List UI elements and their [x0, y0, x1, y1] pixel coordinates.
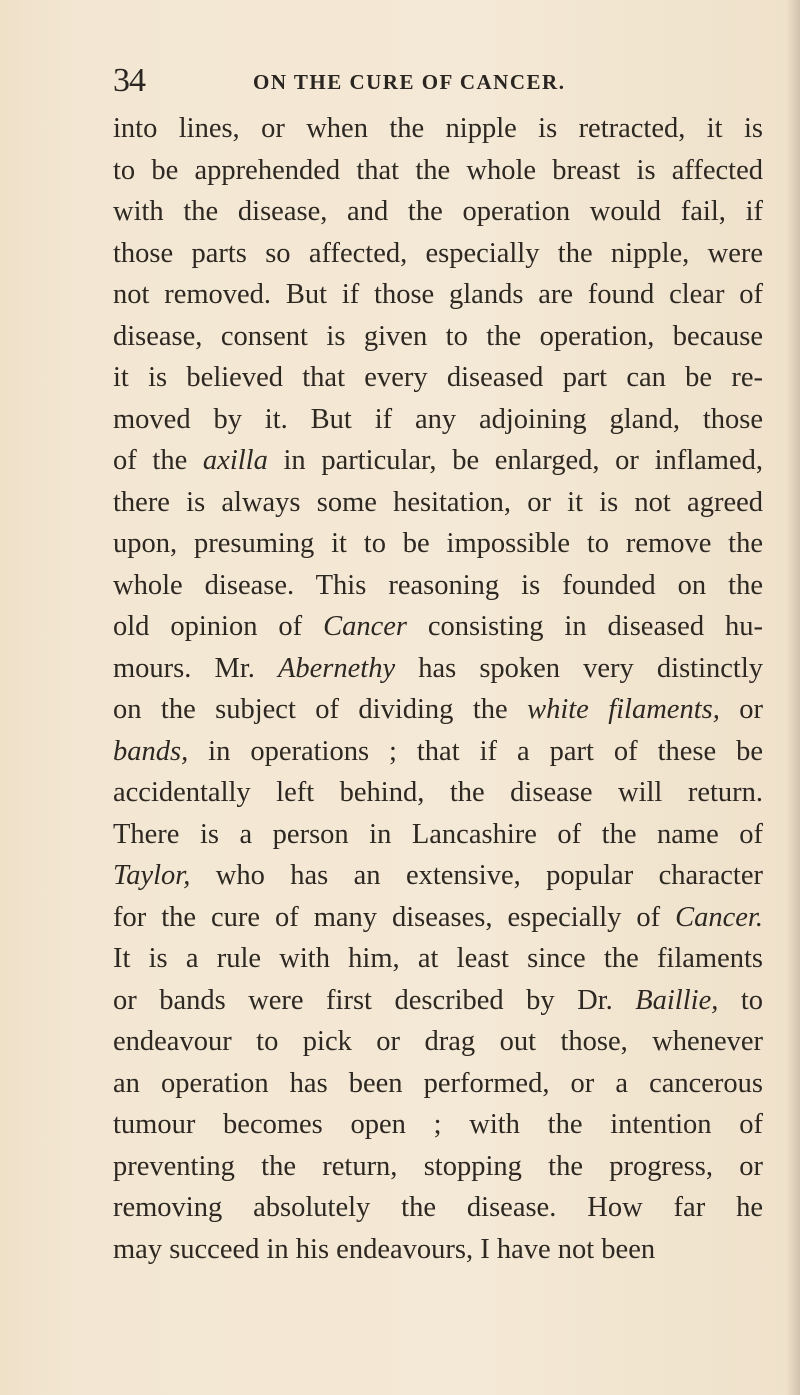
text-segment: moved by it. But if any adjoining gland, those [113, 403, 763, 435]
text-line [113, 523, 763, 565]
text-segment: may succeed in his endeavours, I have not been [113, 1233, 656, 1265]
text-line [113, 648, 763, 690]
text-segment: whole disease. This reasoning is founded on the [113, 569, 763, 601]
text-line [113, 606, 763, 648]
text-segment: to [718, 984, 763, 1016]
italic-text: bands, [113, 735, 189, 767]
text-line [113, 150, 763, 192]
italic-text: white filaments, [527, 694, 720, 725]
text-line [113, 316, 763, 358]
text-line [113, 938, 763, 980]
text-line [113, 565, 763, 607]
italic-text: Baillie, [635, 984, 719, 1016]
body-text [113, 108, 763, 1270]
italic-text: Cancer [323, 611, 407, 642]
running-head: ON THE CURE OF CANCER. [253, 70, 566, 94]
text-line [113, 814, 763, 856]
italic-text: axilla [202, 445, 268, 476]
text-segment: in particular, be enlarged, or inflamed, [267, 445, 763, 476]
text-line [113, 1104, 763, 1146]
text-line [113, 1146, 763, 1188]
text-line [113, 1187, 763, 1229]
text-segment: those parts so affected, especially the nipple, were [113, 237, 763, 269]
page-number: 34 [113, 62, 145, 99]
text-segment: It is a rule with him, at least since the filaments [113, 943, 763, 974]
text-segment: mours. Mr. [113, 652, 278, 684]
text-segment: an operation has been performed, or a cancerous [113, 1067, 763, 1099]
text-segment: or [719, 694, 763, 725]
text-segment: of the [113, 445, 203, 476]
page-edge-shadow [786, 0, 800, 1395]
text-segment: removing absolutely the disease. How far he [113, 1192, 763, 1223]
text-segment: in operations ; that if a part of these be [188, 735, 763, 767]
text-segment: consisting in diseased hu- [406, 611, 763, 642]
page-header [113, 62, 753, 102]
text-line [113, 1063, 763, 1105]
text-segment: preventing the return, stopping the progress, or [113, 1150, 763, 1182]
text-segment: to be apprehended that the whole breast is affected [113, 154, 763, 186]
text-segment: it is believed that every diseased part can be re- [113, 362, 763, 393]
text-line [113, 108, 763, 150]
italic-text: Taylor, [113, 860, 191, 891]
text-segment: upon, presuming it to be impossible to remove the [113, 528, 763, 559]
text-line [113, 731, 763, 773]
text-segment: for the cure of many diseases, especially of [113, 901, 676, 933]
text-segment: disease, consent is given to the operation, because [113, 320, 763, 352]
text-line [113, 1021, 763, 1063]
text-segment: has spoken very distinctly [395, 652, 763, 684]
text-segment: with the disease, and the operation would fail, if [113, 196, 763, 227]
text-segment: tumour becomes open ; with the intention of [113, 1109, 763, 1140]
text-line [113, 233, 763, 275]
text-segment: old opinion of [113, 611, 324, 642]
text-line [113, 357, 763, 399]
text-line [113, 482, 763, 524]
text-segment: on the subject of dividing the [113, 694, 528, 725]
italic-text: Cancer. [675, 901, 763, 933]
text-line [113, 855, 763, 897]
text-line [113, 772, 763, 814]
text-segment: not removed. But if those glands are found clear of [113, 279, 763, 310]
italic-text: Abernethy [277, 652, 396, 684]
text-line [113, 399, 763, 441]
text-segment: who has an extensive, popular character [190, 860, 763, 891]
text-line [113, 897, 763, 939]
text-segment: there is always some hesitation, or it is not agreed [113, 486, 763, 518]
text-line [113, 1229, 753, 1271]
text-line [113, 274, 763, 316]
text-line [113, 191, 763, 233]
text-segment: endeavour to pick or drag out those, whenever [113, 1026, 763, 1057]
text-line [113, 440, 763, 482]
text-segment: accidentally left behind, the disease will return. [113, 777, 763, 808]
text-line [113, 689, 763, 731]
text-segment: or bands were first described by Dr. [113, 984, 636, 1016]
text-segment: into lines, or when the nipple is retracted, it is [113, 113, 763, 144]
text-segment: There is a person in Lancashire of the name of [113, 818, 763, 850]
text-line [113, 980, 763, 1022]
